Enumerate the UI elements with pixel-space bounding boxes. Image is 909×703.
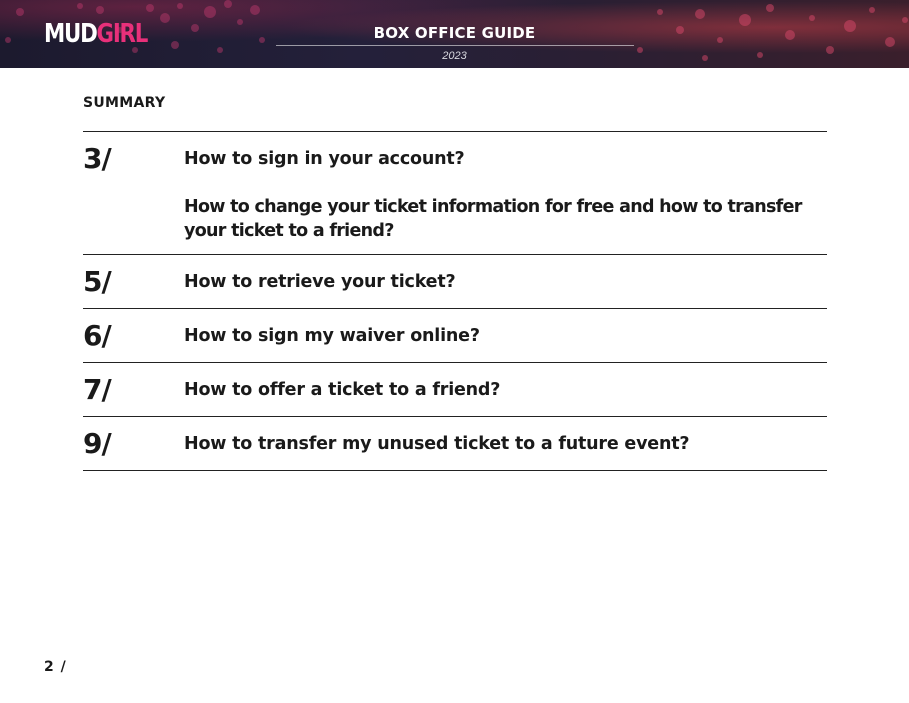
toc-entry-offer-ticket[interactable]: How to offer a ticket to a friend? — [184, 380, 501, 400]
toc-page-number: 7/ — [83, 373, 111, 406]
toc-row — [83, 132, 827, 255]
title-divider — [276, 45, 634, 46]
toc-page-number: 3/ — [83, 142, 111, 175]
toc-entries — [184, 144, 827, 243]
guide-title: BOX OFFICE GUIDE — [373, 24, 536, 42]
toc-entries — [184, 375, 827, 405]
toc-entries — [184, 321, 827, 351]
toc-row — [83, 309, 827, 363]
summary-heading: SUMMARY — [83, 95, 166, 111]
toc-row — [83, 255, 827, 309]
toc-entries — [184, 267, 827, 297]
toc-entries — [184, 429, 827, 459]
logo-part-b: GIRL — [96, 19, 148, 49]
toc-row — [83, 417, 827, 471]
page-number: 2 / — [44, 659, 67, 675]
toc-entry-transfer-unused[interactable]: How to transfer my unused ticket to a future event? — [184, 434, 690, 454]
toc-entry-retrieve-ticket[interactable]: How to retrieve your ticket? — [184, 272, 456, 292]
toc-page-number: 9/ — [83, 427, 111, 460]
toc-row — [83, 363, 827, 417]
toc-entry-change-ticket[interactable]: How to change your ticket information for free and how to transfer your ticket to a friend? — [184, 197, 802, 241]
mudgirl-logo — [44, 21, 147, 47]
toc-page-number: 5/ — [83, 265, 111, 298]
logo-part-a: MUD — [44, 19, 97, 49]
guide-year: 2023 — [442, 50, 467, 62]
toc-entry-sign-in[interactable]: How to sign in your account? — [184, 149, 465, 169]
toc-page-number: 6/ — [83, 319, 111, 352]
header-banner — [0, 0, 909, 68]
toc-entry-sign-waiver[interactable]: How to sign my waiver online? — [184, 326, 480, 346]
table-of-contents — [83, 131, 827, 471]
